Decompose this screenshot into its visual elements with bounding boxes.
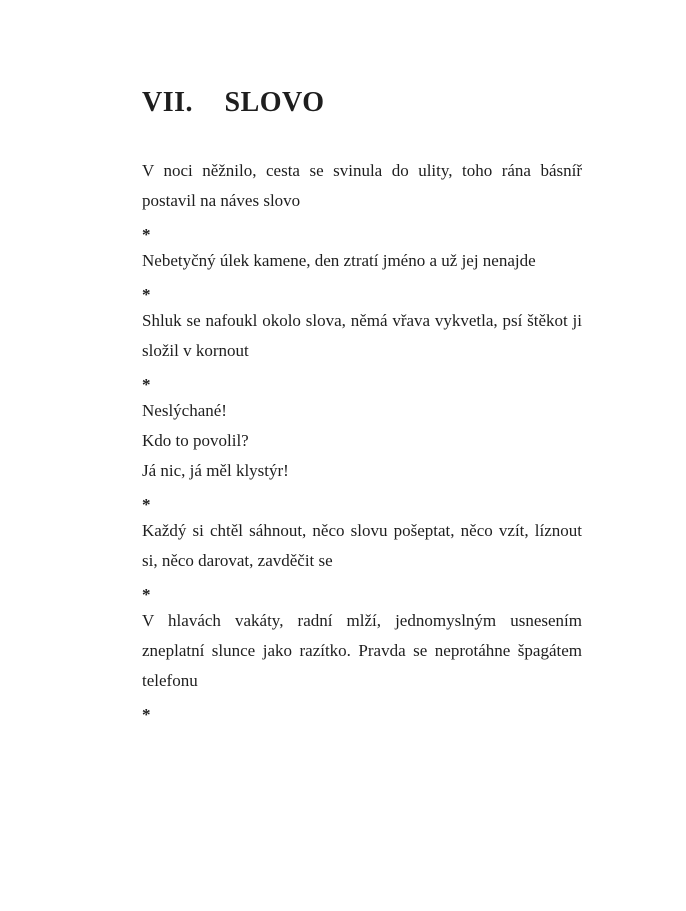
- section-separator: [142, 216, 582, 246]
- verse-line: Já nic, já měl klystýr!: [142, 461, 289, 480]
- verse-block: [142, 396, 582, 486]
- asterisk-glyph: *: [142, 225, 151, 244]
- section-separator: [142, 366, 582, 396]
- poem-paragraph: V noci něžnilo, cesta se svinula do ulity, toho rána básníř postavil na náves slovo: [142, 161, 582, 210]
- poem-paragraph: Shluk se nafoukl okolo slova, němá vřava vykvetla, psí štěkot ji složil v kornout: [142, 311, 582, 360]
- asterisk-glyph: *: [142, 375, 151, 394]
- section-separator: [142, 486, 582, 516]
- verse-line: Kdo to povolil?: [142, 431, 249, 450]
- section-separator: [142, 276, 582, 306]
- asterisk-glyph: *: [142, 705, 151, 724]
- asterisk-glyph: *: [142, 495, 151, 514]
- verse-line: Neslýchané!: [142, 401, 227, 420]
- poem-paragraph: V hlavách vakáty, radní mlží, jednomyslným usnesením zneplatní slunce jako razítko. Pravda se neprotáhne špagátem telefonu: [142, 611, 582, 690]
- poem-paragraph: Nebetyčný úlek kamene, den ztratí jméno a už jej nenajde: [142, 251, 536, 270]
- section-separator: [142, 696, 582, 726]
- chapter-number: VII.: [142, 87, 194, 118]
- chapter-title: SLOVO: [224, 87, 325, 118]
- poem-paragraph: Každý si chtěl sáhnout, něco slovu pošeptat, něco vzít, líznout si, něco darovat, zavděčit se: [142, 521, 582, 570]
- section-separator: [142, 576, 582, 606]
- poem-body: [142, 156, 582, 726]
- asterisk-glyph: *: [142, 285, 151, 304]
- chapter-heading: [142, 89, 686, 117]
- asterisk-glyph: *: [142, 585, 151, 604]
